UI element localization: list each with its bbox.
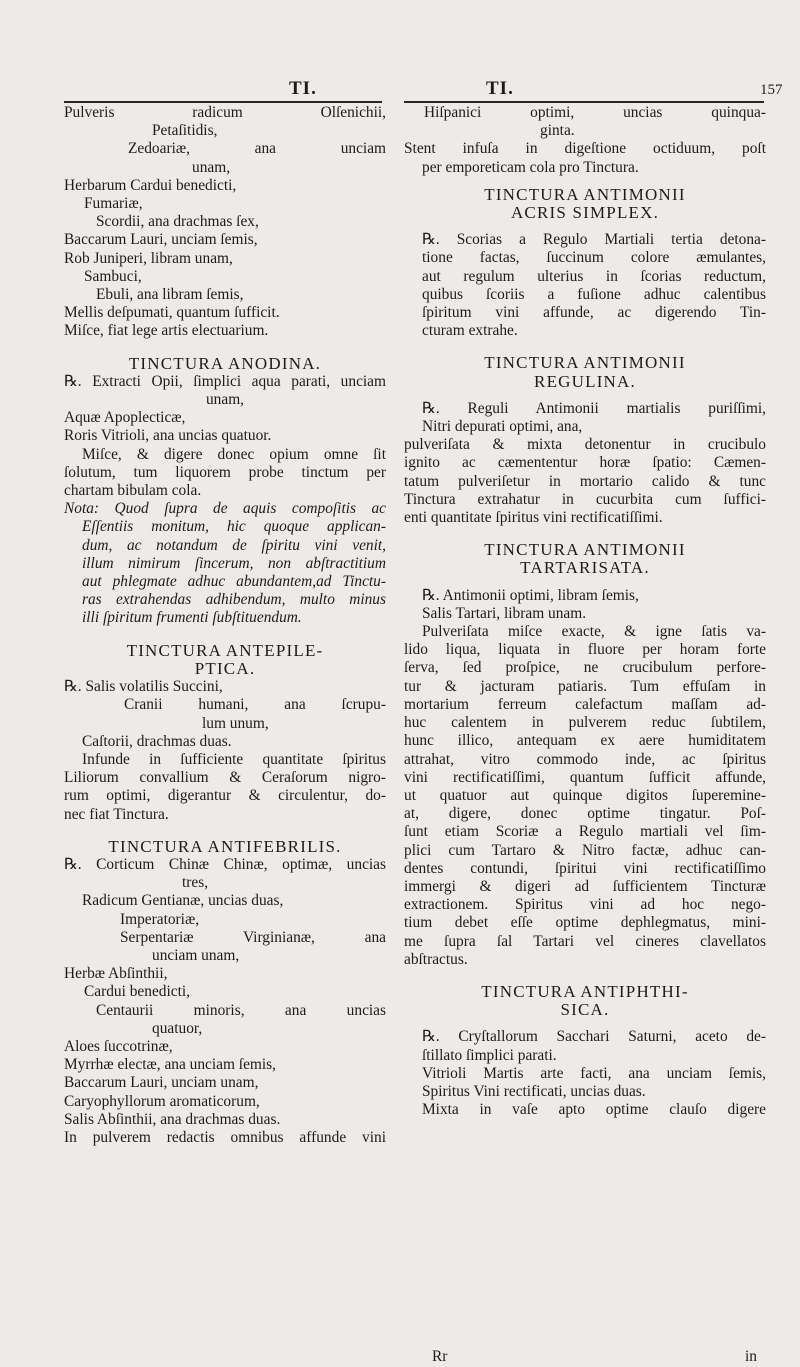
text-line: Cranii humani, ana ſcrupu- xyxy=(124,696,386,714)
section-heading: TINCTURA ANTIFEBRILIS. xyxy=(108,836,342,856)
text-line: tres, xyxy=(182,874,209,892)
running-head-left: TI. xyxy=(289,78,317,99)
text-line: ſolutum, tum liquorem probe tinctum per xyxy=(64,463,386,481)
text-line: ſerva, ſed proſpice, ne crucibulum perfore- xyxy=(404,659,766,677)
text-line: Rob Juniperi, libram unam, xyxy=(64,249,233,267)
page-number: 157 xyxy=(760,82,783,98)
section-heading: TINCTURA ANTEPILE- xyxy=(126,640,324,660)
text-line: cturam extrahe. xyxy=(422,322,518,340)
text-line: ignito ac cæmententur horæ ſpatio: Cæmen- xyxy=(404,454,766,472)
section-heading: SICA. xyxy=(560,1000,610,1020)
spacer xyxy=(404,391,766,400)
text-line: Ebuli, ana libram ſemis, xyxy=(96,286,244,304)
section-heading: TARTARISATA. xyxy=(520,558,650,578)
catchword: in xyxy=(745,1348,757,1365)
text-line: ℞. Antimonii optimi, libram ſemis, xyxy=(422,586,639,604)
text-line: me ſupra ſal Tartari vel cineres clavellatos xyxy=(404,932,766,950)
text-line: ℞. Corticum Chinæ Chinæ, optimæ, uncias xyxy=(64,855,386,873)
section-heading: ACRIS SIMPLEX. xyxy=(510,203,660,223)
text-line: Petaſitidis, xyxy=(152,122,218,140)
text-line: lum unum, xyxy=(202,714,269,732)
text-line: Herbæ Abſinthii, xyxy=(64,965,168,983)
text-line: Miſce, fiat lege artis electuarium. xyxy=(64,322,269,340)
text-line: at, digere, donec optime tingatur. Poſ- xyxy=(404,805,766,823)
text-line: aut regulum ulterius in ſcorias reductum, xyxy=(422,267,766,285)
text-line: unam, xyxy=(205,391,245,409)
text-line: Serpentariæ Virginianæ, ana xyxy=(120,928,386,946)
text-line: Liliorum convallium & Ceraſorum nigro- xyxy=(64,769,386,787)
text-line: Mixta in vaſe apto optime clauſo digere xyxy=(422,1101,766,1119)
text-line: Hiſpanici optimi, uncias quinqua- xyxy=(424,104,766,121)
text-line: per emporeticam cola pro Tinctura. xyxy=(422,158,639,176)
text-line: extractionem. Spiritus vini ad hoc nego- xyxy=(404,896,766,914)
text-line: illum nimirum ſincerum, non abſtractitium xyxy=(82,554,386,572)
text-line: Tinctura extrahatur in cucurbita cum ſuffici- xyxy=(404,490,766,508)
text-line: plici cum Tartaro & Nitro factæ, adhuc can- xyxy=(404,841,766,859)
text-line: Zedoariæ, ana unciam xyxy=(128,140,386,158)
text-line: Herbarum Cardui benedicti, xyxy=(64,176,237,194)
text-line: tatum pulveriſetur in mortario calido & tunc xyxy=(404,472,766,490)
text-line: Roris Vitrioli, ana uncias quatuor. xyxy=(64,427,272,445)
text-line: tione factas, ſuccinum colore æmulantes, xyxy=(422,249,766,267)
text-line: immergi & digeri ad ſufficientem Tincturæ xyxy=(404,877,766,895)
text-line: attrahat, vitro commodo inde, ac ſpiritus xyxy=(404,750,766,768)
text-line: In pulverem redactis omnibus affunde vini xyxy=(64,1128,386,1146)
text-line: unam, xyxy=(192,158,231,176)
section-heading: TINCTURA ANODINA. xyxy=(128,353,322,373)
text-line: ſpiritum vini affunde, ac digerendo Tin- xyxy=(422,304,766,322)
text-line: dentes contundi, ſpiritui vini rectificatiſſimo xyxy=(404,859,766,877)
text-line: ginta. xyxy=(540,122,575,140)
text-line: Nota: Quod ſupra de aquis compoſitis ac xyxy=(64,500,386,518)
left-column xyxy=(64,104,386,1147)
text-line: Eſſentiis monitum, hic quoque applican- xyxy=(82,518,386,536)
running-head-right: TI. xyxy=(486,78,514,99)
text-line: quibus ſcoriis a fuſione adhuc calentibus xyxy=(422,285,766,303)
text-line: Imperatoriæ, xyxy=(120,910,200,928)
text-line: Baccarum Lauri, unciam unam, xyxy=(64,1074,259,1092)
text-line: Sambuci, xyxy=(84,267,142,285)
signature-mark: Rr xyxy=(432,1348,448,1365)
text-line: dum, ac notandum de ſpiritu vini venit, xyxy=(82,536,386,554)
header-rule-left xyxy=(64,101,382,103)
text-line: Vitrioli Martis arte facti, ana unciam ſemis, xyxy=(422,1064,766,1082)
spacer xyxy=(404,527,766,541)
text-line: Miſce, & digere donec opium omne ſit xyxy=(82,445,386,463)
spacer xyxy=(404,969,766,983)
text-line: Baccarum Lauri, unciam ſemis, xyxy=(64,231,258,249)
text-line: Mellis deſpumati, quantum ſufficit. xyxy=(64,304,280,322)
text-line: Caſtorii, drachmas duas. xyxy=(82,732,232,750)
text-line: chartam bibulam cola. xyxy=(64,482,202,500)
text-line: huc calentem in pulverem reduc ſubtilem, xyxy=(404,714,766,732)
spacer xyxy=(64,824,386,838)
text-line: Salis Tartari, libram unam. xyxy=(422,604,587,622)
text-line: ℞. Scorias a Regulo Martiali tertia detona- xyxy=(422,231,766,249)
text-line: Salis Abſinthii, ana drachmas duas. xyxy=(64,1110,281,1128)
text-line: Spiritus Vini rectificati, uncias duas. xyxy=(422,1082,646,1100)
text-line: Caryophyllorum aromaticorum, xyxy=(64,1092,260,1110)
text-line: illi ſpiritum frumenti ſubſtituendum. xyxy=(82,609,302,627)
text-line: nec fiat Tinctura. xyxy=(64,805,169,823)
text-line: ras extrahendas adhibendum, multo minus xyxy=(82,591,386,609)
text-line: ſunt etiam Scoriæ a Regulo martiali vel ſim- xyxy=(404,823,766,841)
spacer xyxy=(404,1019,766,1028)
text-line: Myrrhæ electæ, ana unciam ſemis, xyxy=(64,1056,276,1074)
text-line: rum optimi, digerantur & circulentur, do- xyxy=(64,787,386,805)
text-line: ℞. Cryſtallorum Sacchari Saturni, aceto de- xyxy=(422,1028,766,1046)
header-rule-right xyxy=(404,101,764,103)
text-line: abſtractus. xyxy=(404,950,468,968)
text-line: Radicum Gentianæ, uncias duas, xyxy=(82,892,284,910)
section-heading: TINCTURA ANTIPHTHI- xyxy=(481,981,689,1001)
text-line: Pulveriſata miſce exacte, & igne ſatis va- xyxy=(422,623,766,641)
text-line: vini rectificatiſſimi, quantum ſufficit affunde, xyxy=(404,768,766,786)
section-heading: TINCTURA ANTIMONII xyxy=(484,540,686,560)
text-line: Aloes ſuccotrinæ, xyxy=(64,1037,173,1055)
text-line: aut phlegmate adhuc abundantem,ad Tinctu- xyxy=(82,573,386,591)
section-heading: REGULINA. xyxy=(534,371,636,391)
text-line: hunc illico, antequam ex aere humiditatem xyxy=(404,732,766,750)
section-heading: PTICA. xyxy=(194,658,256,678)
text-line: ℞. Extracti Opii, ſimplici aqua parati, unciam xyxy=(64,372,386,390)
text-line: enti quantitate ſpiritus vini rectificatiſſimi. xyxy=(404,509,663,527)
text-line: lido liqua, liquata in fluore per horam forte xyxy=(404,641,766,659)
spacer xyxy=(404,340,766,354)
text-line: Scordii, ana drachmas ſex, xyxy=(96,213,259,231)
text-line: Pulveris radicum Olſenichii, xyxy=(64,104,386,121)
spacer xyxy=(64,628,386,642)
text-line: ſtillato ſimplici parati. xyxy=(422,1046,557,1064)
text-line: Cardui benedicti, xyxy=(84,983,190,1001)
spacer xyxy=(64,341,386,355)
text-line: Aquæ Apoplecticæ, xyxy=(64,409,186,427)
text-line: Fumariæ, xyxy=(84,195,143,213)
text-line: ut quatuor aut quinque digitos ſuperemine- xyxy=(404,786,766,804)
section-heading: TINCTURA ANTIMONII xyxy=(484,184,686,204)
text-line: pulveriſata & mixta detonentur in crucibulo xyxy=(404,436,766,454)
text-line: tium debet eſſe optime dephlegmatus, mini- xyxy=(404,914,766,932)
text-line: ℞. Salis volatilis Succini, xyxy=(64,678,223,696)
text-line: Nitri depurati optimi, ana, xyxy=(422,418,583,436)
text-line: unciam unam, xyxy=(152,946,240,964)
text-line: Centaurii minoris, ana uncias xyxy=(96,1001,386,1019)
text-line: ℞. Reguli Antimonii martialis puriſſimi, xyxy=(422,399,766,417)
right-column xyxy=(404,104,766,1119)
text-line: quatuor, xyxy=(152,1019,203,1037)
text-line: tur & jacturam patiaris. Tum effuſam in xyxy=(404,677,766,695)
spacer xyxy=(404,222,766,231)
text-line: Stent infuſa in digeſtione octiduum, poſt xyxy=(404,140,766,158)
text-line: mortarium ferreum calefactum maſſam ad- xyxy=(404,695,766,713)
spacer xyxy=(404,578,766,587)
section-heading: TINCTURA ANTIMONII xyxy=(484,353,686,373)
text-line: Infunde in ſufficiente quantitate ſpiritus xyxy=(82,750,386,768)
